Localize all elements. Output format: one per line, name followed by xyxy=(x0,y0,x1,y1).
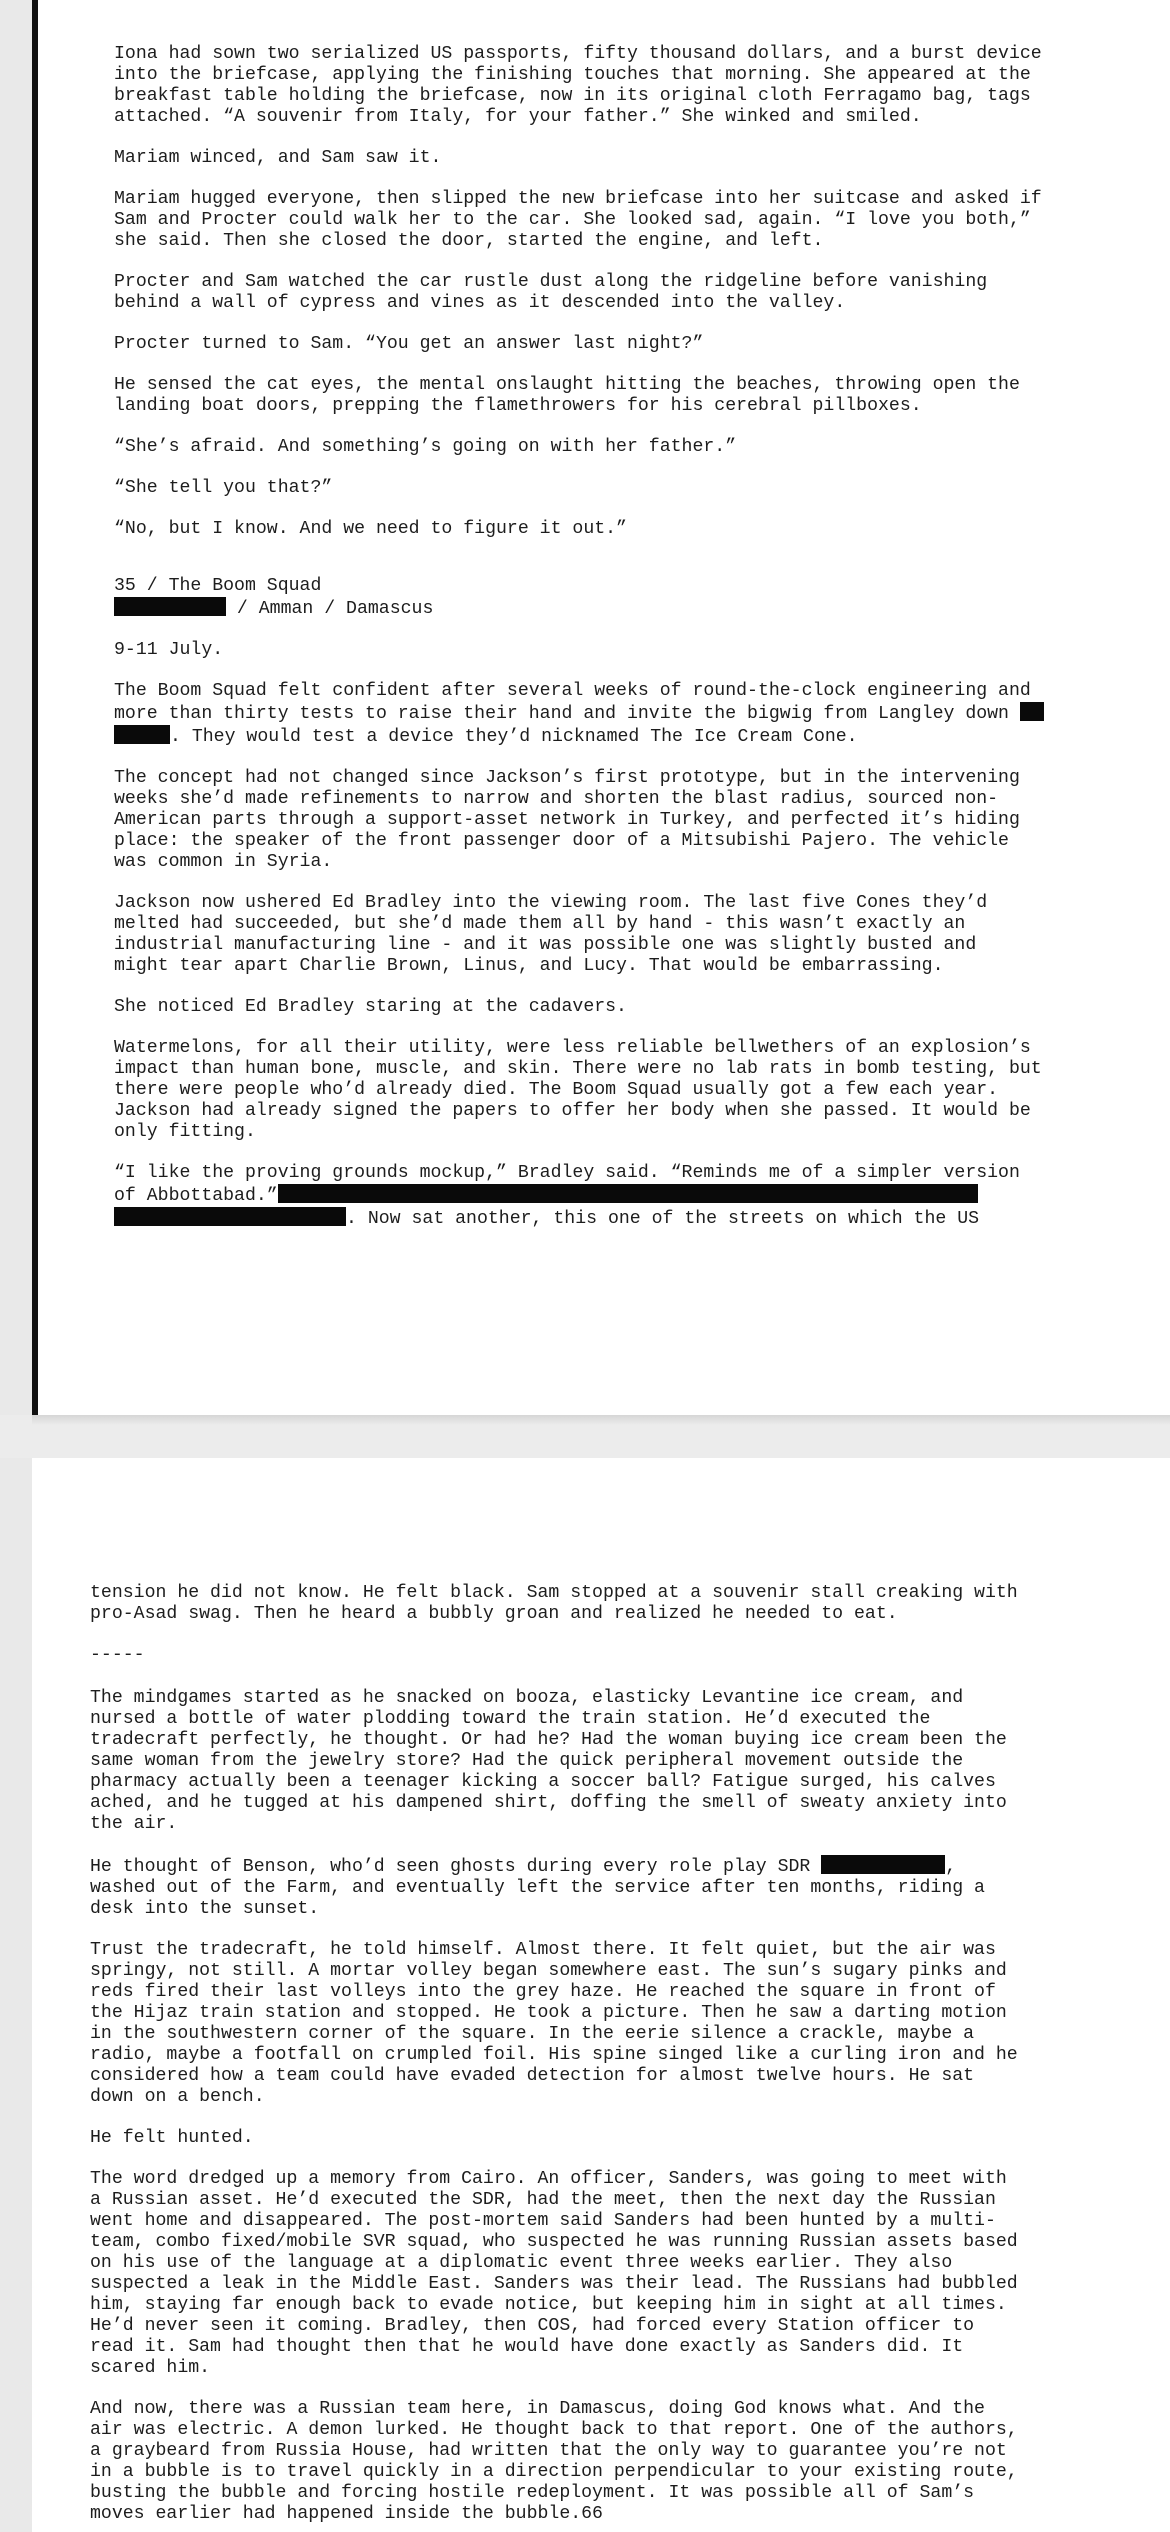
paragraph: Watermelons, for all their utility, were less reliable bellwethers of an explosion’s impact than human bone, muscle, and skin. There were no lab rats in bomb testing, but there were people who’d already died. The Boom Squad usually got a few each year. Jackson had already signed the papers to offer her body when she passed. It would be only fitting. xyxy=(114,1038,1042,1142)
dateline: 9-11 July. xyxy=(114,640,224,660)
paragraph: Mariam winced, and Sam saw it. xyxy=(114,148,442,168)
paragraph: “She’s afraid. And something’s going on with her father.” xyxy=(114,437,737,457)
document-page-1 xyxy=(32,0,1170,1415)
paragraph: He felt hunted. xyxy=(90,2128,254,2148)
paragraph xyxy=(90,1855,1110,1920)
redaction-bar xyxy=(278,1184,978,1203)
paragraph: “She tell you that?” xyxy=(114,478,333,498)
paragraph: “No, but I know. And we need to figure it out.” xyxy=(114,519,627,539)
section-divider: ----- xyxy=(90,1645,145,1665)
paragraph-text: . Now sat another, this one of the streets on which the US xyxy=(346,1209,980,1229)
paragraph xyxy=(114,681,1110,748)
redaction-bar xyxy=(1020,702,1044,721)
redaction-bar xyxy=(821,1855,945,1874)
paragraph: Iona had sown two serialized US passports, fifty thousand dollars, and a burst device into the briefcase, applying the finishing touches that morning. She appeared at the breakfast table holding the briefcase, now in its original cloth Ferragamo bag, tags attached. “A souvenir from Italy, for your father.” She winked and smiled. xyxy=(114,44,1042,127)
paragraph-text: . They would test a device they’d nicknamed The Ice Cream Cone. xyxy=(170,727,858,747)
chapter-header xyxy=(114,576,1110,620)
paragraph-text: He thought of Benson, who’d seen ghosts during every role play SDR xyxy=(90,1857,822,1877)
paragraph: Mariam hugged everyone, then slipped the new briefcase into her suitcase and asked if Sam and Procter could walk her to the car. She looked sad, again. “I love you both,” she said. Then she closed the door, started the engine, and left. xyxy=(114,189,1042,251)
redaction-bar xyxy=(114,597,226,616)
paragraph: Procter and Sam watched the car rustle dust along the ridgeline before vanishing behind a wall of cypress and vines as it descended into the valley. xyxy=(114,272,988,313)
document-page-2 xyxy=(32,1458,1170,2532)
paragraph: The word dredged up a memory from Cairo. An officer, Sanders, was going to meet with a Russian asset. He’d executed the SDR, had the meet, then the next day the Russian went home and disappeared. The post-mortem said Sanders had been hunted by a multi- team, combo fixed/mobile SVR squad, who suspected he was running Russian assets based on his use of the language at a diplomatic event three weeks earlier. They also suspected a leak in the Middle East. Sanders was their lead. The Russians had bubbled him, staying far enough back to evade notice, but keeping him in sight at all times. He’d never seen it coming. Bradley, then COS, had forced every Station officer to read it. Sam had thought then that he would have done exactly as Sanders did. It scared him. xyxy=(90,2169,1018,2378)
paragraph: Trust the tradecraft, he told himself. Almost there. It felt quiet, but the air was springy, not still. A mortar volley began somewhere east. The sun’s sugary pinks and reds fired their last volleys into the grey haze. He reached the square in front of the Hijaz train station and stopped. He took a picture. Then he saw a darting motion in the southwestern corner of the square. In the eerie silence a crackle, maybe a radio, maybe a footfall on crumpled foil. His spine singed like a curling iron and he considered how a team could have evaded detection for almost twelve hours. He sat down on a bench. xyxy=(90,1940,1018,2107)
paragraph: The mindgames started as he snacked on booza, elasticky Levantine ice cream, and nursed a bottle of water plodding toward the train station. He’d executed the tradecraft perfectly, he thought. Or had he? Had the woman buying ice cream been the same woman from the jewelry store? Had the quick peripheral movement outside the pharmacy actually been a teenager kicking a soccer ball? Fatigue surged, his calves ached, and he tugged at his dampened shirt, doffing the smell of sweaty anxiety into the air. xyxy=(90,1688,1007,1834)
chapter-heading: 35 / The Boom Squad xyxy=(114,576,322,596)
paragraph: He sensed the cat eyes, the mental onslaught hitting the beaches, throwing open the landing boat doors, prepping the flamethrowers for his cerebral pillboxes. xyxy=(114,375,1020,416)
paragraph-text: “I like the proving grounds mockup,” Bradley said. “Reminds me of a simpler version of Abbottabad.” xyxy=(114,1163,1020,1206)
redaction-bar xyxy=(114,1207,346,1226)
paragraph: The concept had not changed since Jackson’s first prototype, but in the intervening weeks she’d made refinements to narrow and shorten the blast radius, sourced non- American parts through a support-asset network in Turkey, and perfected it’s hiding place: the speaker of the front passenger door of a Mitsubishi Pajero. The vehicle was common in Syria. xyxy=(114,768,1020,872)
paragraph: And now, there was a Russian team here, in Damascus, doing God knows what. And the air was electric. A demon lurked. He thought back to that report. One of the authors, a graybeard from Russia House, had written that the only way to guarantee you’re not in a bubble is to travel quickly in a direction perpendicular to your existing route, busting the bubble and forcing hostile redeployment. It was possible all of Sam’s moves earlier had happened inside the bubble.66 xyxy=(90,2399,1018,2524)
page-gap-shadow xyxy=(32,1415,1170,1425)
paragraph xyxy=(114,1163,1110,1230)
paragraph: She noticed Ed Bradley staring at the cadavers. xyxy=(114,997,627,1017)
redaction-bar xyxy=(114,725,170,744)
paragraph-text: The Boom Squad felt confident after several weeks of round-the-clock engineering and more than thirty tests to raise their hand and invite the bigwig from Langley down xyxy=(114,681,1031,724)
paragraph: Procter turned to Sam. “You get an answer last night?” xyxy=(114,334,704,354)
paragraph: Jackson now ushered Ed Bradley into the viewing room. The last five Cones they’d melted had succeeded, but she’d made them all by hand - this wasn’t exactly an industrial manufacturing line - and it was possible one was slightly busted and might tear apart Charlie Brown, Linus, and Lucy. That would be embarrassing. xyxy=(114,893,988,976)
paragraph: tension he did not know. He felt black. Sam stopped at a souvenir stall creaking with pro-Asad swag. Then he heard a bubbly groan and realized he needed to eat. xyxy=(90,1583,1018,1624)
paragraph-text: , washed out of the Farm, and eventually left the service after ten months, riding a desk into the sunset. xyxy=(90,1857,985,1919)
chapter-location: / Amman / Damascus xyxy=(226,599,434,619)
chapter-location-line xyxy=(114,597,1110,620)
